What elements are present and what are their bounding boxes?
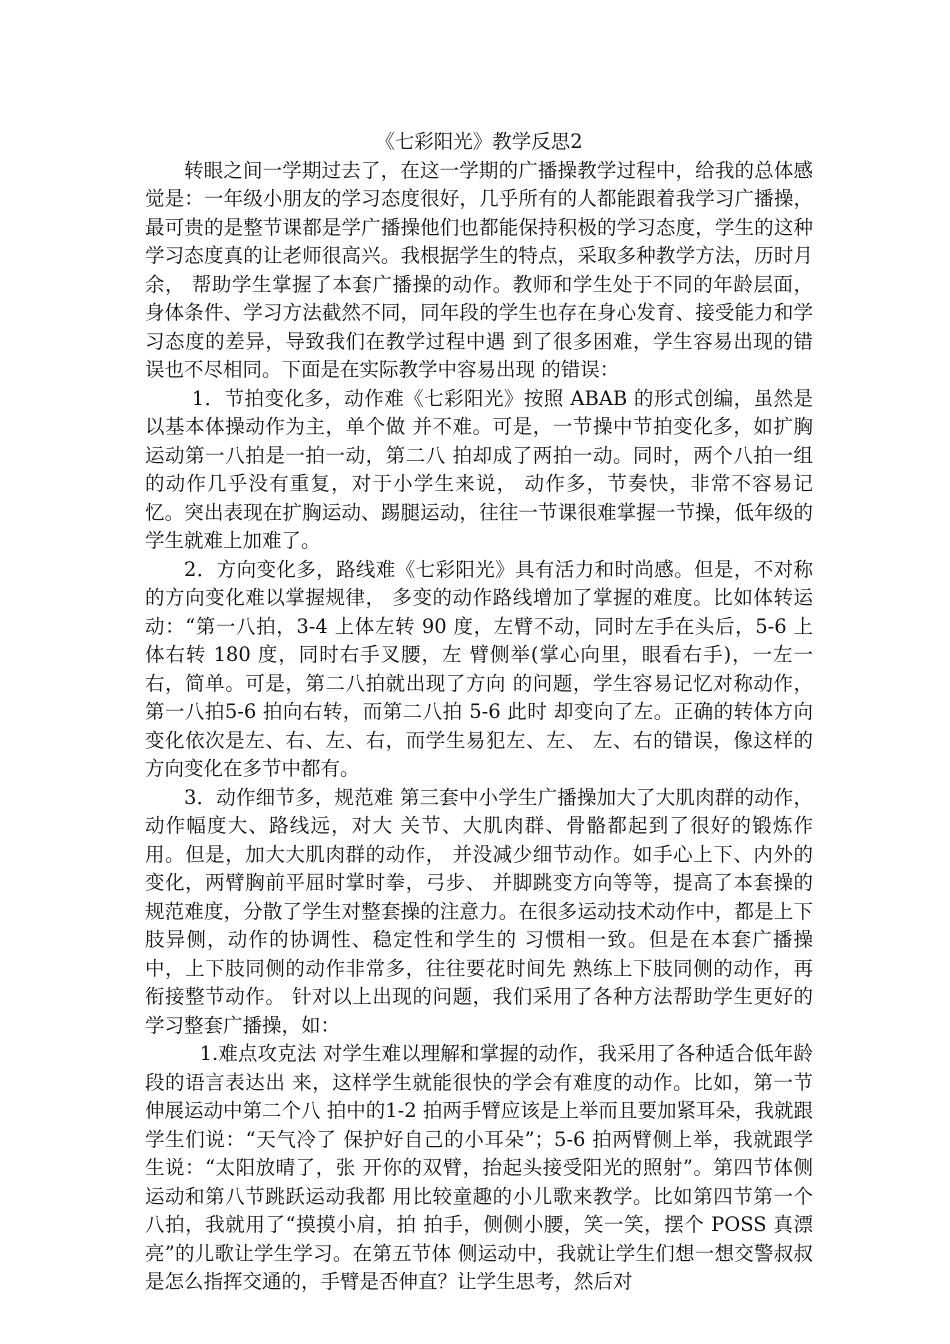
paragraph-point-2: 2．方向变化多，路线难《七彩阳光》具有活力和时尚感。但是，不对称的方向变化难以掌握规律， 多变的动作路线增加了掌握的难度。比如体转运动：“第一八拍，3-4 上体左转 90 度，左臂不动，同时左手在头后，5-6 上体右转 180 度，同时右手叉腰，左 臂侧举(掌心向里，眼看右手)，一左一右，简单。可是，第二八拍就出现了方向 的问题，学生容易记忆对称动作，第一八拍5-6 拍向右转，而第二八拍 5-6 此时 却变向了左。正确的转体方向变化依次是左、右、左、右，而学生易犯左、左、 左、右的错误，像这样的方向变化在多节中都有。: [145, 557, 813, 780]
document-title: 《七彩阳光》教学反思2: [375, 130, 583, 153]
paragraph-point-1: 1．节拍变化多，动作难《七彩阳光》按照 ABAB 的形式创编，虽然是以基本体操动作为主，单个做 并不难。可是，一节操中节拍变化多，如扩胸运动第一八拍是一拍一动，第二八 拍却成了两拍一动。同时，两个八拍一组的动作几乎没有重复，对于小学生来说， 动作多，节奏快，非常不容易记忆。突出表现在扩胸运动、踢腿运动，往往一节课很难掌握一节操，低年级的学生就难上加难了。: [145, 386, 813, 552]
paragraph-point-3: 3．动作细节多，规范难 第三套中小学生广播操加大了大肌肉群的动作，动作幅度大、路线远，对大 关节、大肌肉群、骨骼都起到了很好的锻炼作用。但是，加大大肌肉群的动作， 并没减少细节动作。如手心上下、内外的变化，两臂胸前平屈时掌时拳，弓步、 并脚跳变方向等等，提高了本套操的规范难度，分散了学生对整套操的注意力。在很多运动技术动作中，都是上下肢异侧，动作的协调性、稳定性和学生的 习惯相一致。但是在本套广播操中，上下肢同侧的动作非常多，往往要花时间先 熟练上下肢同侧的动作，再衔接整节动作。 针对以上出现的问题，我们采用了各种方法帮助学生更好的学习整套广播操，如：: [145, 785, 813, 1037]
paragraph-method-1: 1.难点攻克法 对学生难以理解和掌握的动作，我采用了各种适合低年龄段的语言表达出 来，这样学生就能很快的学会有难度的动作。比如，第一节伸展运动中第二个八 拍中的1-2 拍两手臂应该是上举而且要加紧耳朵，我就跟学生们说：“天气冷了 保护好自己的小耳朵”；5-6 拍两臂侧上举，我就跟学生说：“太阳放晴了，张 开你的双臂，抬起头接受阳光的照射”。第四节体侧运动和第八节跳跃运动我都 用比较童趣的小儿歌来教学。比如第四节第一个八拍，我就用了“摸摸小肩，拍 拍手，侧侧小腰，笑一笑，摆个 POSS 真漂亮”的儿歌让学生学习。在第五节体 侧运动中，我就让学生们想一想交警叔叔是怎么指挥交通的，手臂是否伸直？让学生思考，然后对: [145, 1042, 813, 1293]
paragraph-intro: 转眼之间一学期过去了，在这一学期的广播操教学过程中，给我的总体感觉是：一年级小朋友的学习态度很好，几乎所有的人都能跟着我学习广播操，最可贵的是整节课都是学广播操他们也都能保持积极的学习态度，学生的这种学习态度真的让老师很高兴。我根据学生的特点，采取多种教学方法，历时月余， 帮助学生掌握了本套广播操的动作。教师和学生处于不同的年龄层面，身体条件、学习方法截然不同，同年段的学生也存在身心发育、接受能力和学习态度的差异，导致我们在教学过程中遇 到了很多困难，学生容易出现的错误也不尽相同。下面是在实际教学中容易出现 的错误：: [145, 158, 813, 381]
document-page: [145, 128, 813, 1297]
